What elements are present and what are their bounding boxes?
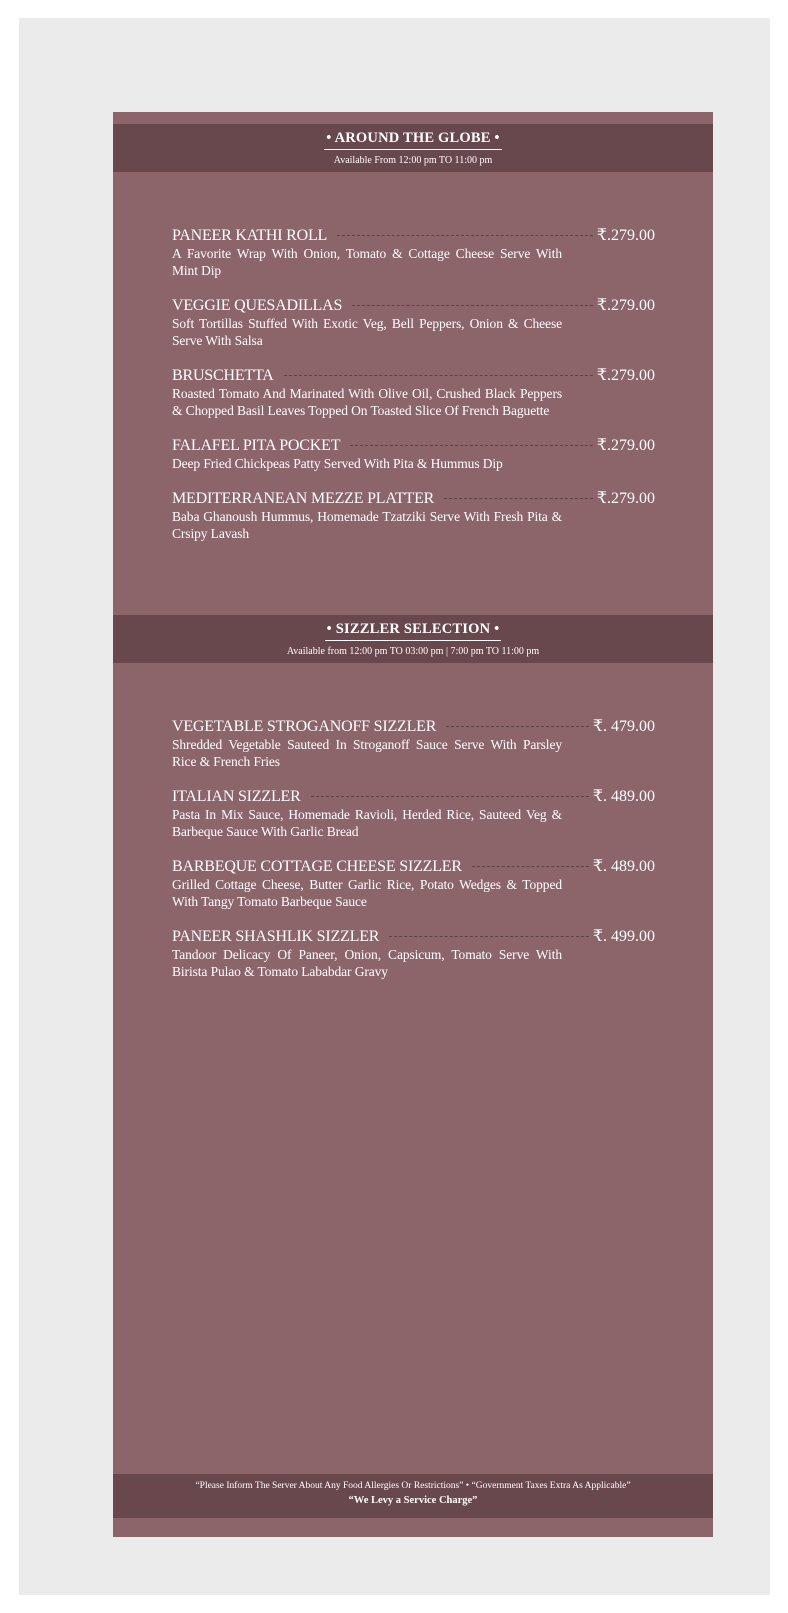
item-description: Deep Fried Chickpeas Patty Served With Pita & Hummus Dip: [172, 456, 503, 471]
menu-item: [172, 926, 655, 980]
menu-list-sizzler-selection: [172, 716, 655, 996]
dotted-leader: [389, 936, 589, 937]
dotted-leader: [311, 796, 589, 797]
section-title: • AROUND THE GLOBE •: [324, 130, 501, 150]
item-name: VEGGIE QUESADILLAS: [172, 297, 343, 314]
item-description: Grilled Cottage Cheese, Butter Garlic Rice, Potato Wedges & Topped With Tangy Tomato Barbeque Sauce: [172, 877, 562, 909]
item-name: BARBEQUE COTTAGE CHEESE SIZZLER: [172, 858, 462, 875]
section-header-sizzler-selection: [113, 615, 713, 663]
item-name: BRUSCHETTA: [172, 367, 274, 384]
section-availability: Available from 12:00 pm TO 03:00 pm | 7:00 pm TO 11:00 pm: [286, 646, 540, 657]
dotted-leader: [350, 445, 593, 446]
page-frame: [19, 18, 770, 1595]
item-description: Pasta In Mix Sauce, Homemade Ravioli, Herded Rice, Sauteed Veg & Barbeque Sauce With Garlic Bread: [172, 807, 562, 839]
dotted-leader: [352, 305, 593, 306]
item-description: Roasted Tomato And Marinated With Olive Oil, Crushed Black Peppers & Chopped Basil Leaves Topped On Toasted Slice Of French Baguette: [172, 386, 562, 418]
item-name: MEDITERRANEAN MEZZE PLATTER: [172, 490, 435, 507]
menu-page: [113, 112, 713, 1537]
allergy-tax-notice: “Please Inform The Server About Any Food Allergies Or Restrictions” • “Government Taxes Extra As Applicable”: [195, 1481, 631, 1491]
item-price: ₹.279.00: [596, 367, 655, 384]
item-name: FALAFEL PITA POCKET: [172, 437, 341, 454]
item-price: ₹.279.00: [596, 490, 655, 507]
item-price: ₹.279.00: [596, 437, 655, 454]
menu-item: [172, 856, 655, 910]
menu-item: [172, 295, 655, 349]
service-charge-notice: “We Levy a Service Charge”: [348, 1495, 478, 1506]
section-availability: Available From 12:00 pm TO 11:00 pm: [333, 155, 493, 166]
menu-item: [172, 225, 655, 279]
dotted-leader: [284, 375, 593, 376]
item-price: ₹. 489.00: [592, 788, 655, 805]
item-description: Shredded Vegetable Sauteed In Stroganoff Sauce Serve With Parsley Rice & French Fries: [172, 737, 562, 769]
item-description: Soft Tortillas Stuffed With Exotic Veg, Bell Peppers, Onion & Cheese Serve With Salsa: [172, 316, 562, 348]
menu-item: [172, 365, 655, 419]
item-price: ₹.279.00: [596, 297, 655, 314]
item-price: ₹. 499.00: [592, 928, 655, 945]
item-description: A Favorite Wrap With Onion, Tomato & Cottage Cheese Serve With Mint Dip: [172, 246, 562, 278]
section-title: • SIZZLER SELECTION •: [325, 621, 502, 641]
item-description: Tandoor Delicacy Of Paneer, Onion, Capsicum, Tomato Serve With Birista Pulao & Tomato Lababdar Gravy: [172, 947, 562, 979]
menu-item: [172, 786, 655, 840]
item-name: ITALIAN SIZZLER: [172, 788, 301, 805]
dotted-leader: [337, 235, 593, 236]
menu-item: [172, 435, 655, 472]
item-description: Baba Ghanoush Hummus, Homemade Tzatziki Serve With Fresh Pita & Crsipy Lavash: [172, 509, 562, 541]
item-price: ₹. 479.00: [592, 718, 655, 735]
dotted-leader: [446, 726, 589, 727]
item-name: PANEER KATHI ROLL: [172, 227, 328, 244]
item-name: VEGETABLE STROGANOFF SIZZLER: [172, 718, 437, 735]
menu-footer: [113, 1474, 713, 1518]
item-price: ₹. 489.00: [592, 858, 655, 875]
menu-item: [172, 716, 655, 770]
item-name: PANEER SHASHLIK SIZZLER: [172, 928, 380, 945]
item-price: ₹.279.00: [596, 227, 655, 244]
dotted-leader: [472, 866, 589, 867]
menu-item: [172, 488, 655, 542]
section-header-around-the-globe: [113, 124, 713, 172]
menu-list-around-the-globe: [172, 225, 655, 558]
dotted-leader: [444, 498, 593, 499]
